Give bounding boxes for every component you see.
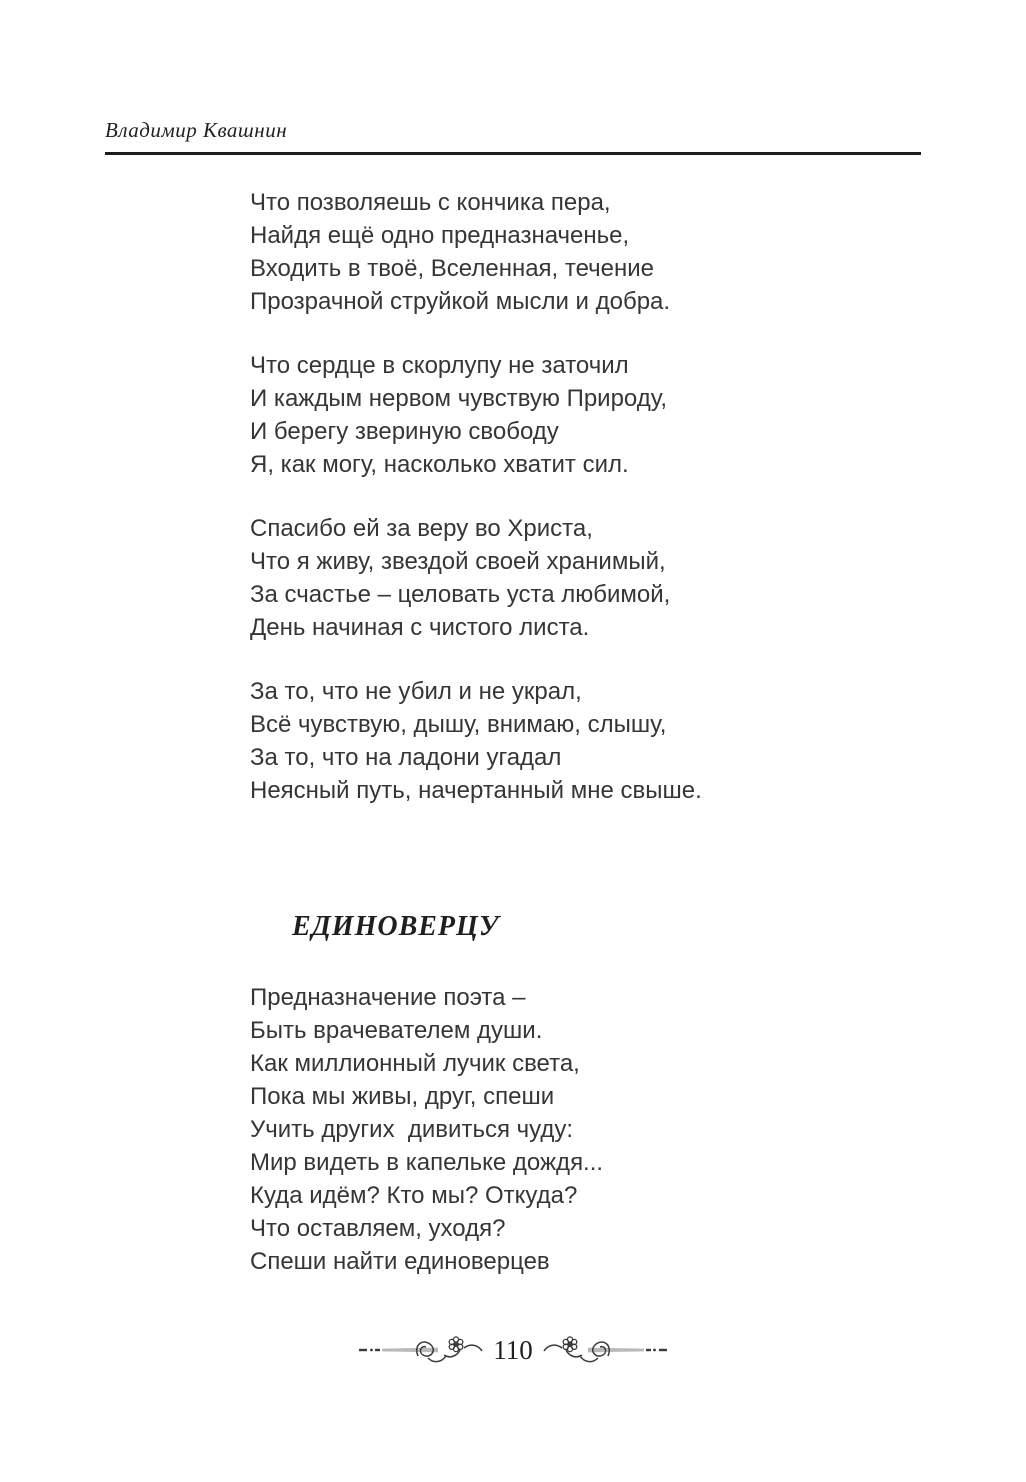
poem-line: Что позволяешь с кончика пера,: [250, 189, 611, 216]
poem-line: Как миллионный лучик света,: [250, 1050, 580, 1077]
poem-line: Куда идём? Кто мы? Откуда?: [250, 1182, 578, 1209]
poem-line: Всё чувствую, дышу, внимаю, слышу,: [250, 711, 667, 738]
stanza-2: [250, 349, 850, 481]
author-name: Владимир Квашнин: [105, 118, 288, 142]
poem-line: За то, что не убил и не украл,: [250, 678, 582, 705]
poem-line: Я, как могу, насколько хватит сил.: [250, 451, 629, 478]
page-header: [105, 118, 921, 155]
poem-line: Спасибо ей за веру во Христа,: [250, 515, 593, 542]
poem-line: День начиная с чистого листа.: [250, 614, 590, 641]
flourish-ornament-icon: [356, 1330, 488, 1370]
poem-line: Быть врачевателем души.: [250, 1017, 543, 1044]
poem-line: Входить в твоё, Вселенная, течение: [250, 255, 655, 282]
stanza-3: [250, 512, 850, 644]
stanza-1: [250, 186, 850, 318]
poem-line: За то, что на ладони угадал: [250, 744, 562, 771]
poem-line: Мир видеть в капельке дождя...: [250, 1149, 604, 1176]
page-footer: [0, 1330, 1026, 1370]
stanza-5: [250, 981, 850, 1278]
page-number: 110: [493, 1335, 533, 1365]
poem-title: ЕДИНОВЕРЦУ: [292, 911, 500, 942]
poem-line: Прозрачной струйкой мысли и добра.: [250, 288, 671, 315]
poem-line: Предназначение поэта –: [250, 984, 526, 1011]
poem-line: Неясный путь, начертанный мне свыше.: [250, 777, 702, 804]
poem-line: За счастье – целовать уста любимой,: [250, 581, 671, 608]
poem-line: И каждым нервом чувствую Природу,: [250, 385, 668, 412]
flourish-ornament-icon: [538, 1330, 670, 1370]
page-content: [250, 186, 850, 1278]
poem-line: Что я живу, звездой своей хранимый,: [250, 548, 666, 575]
poem-line: Что сердце в скорлупу не заточил: [250, 352, 629, 379]
poem-line: Найдя ещё одно предназначенье,: [250, 222, 630, 249]
poem-line: Спеши найти единоверцев: [250, 1248, 550, 1275]
stanza-4: [250, 675, 850, 807]
header-rule: [105, 152, 921, 155]
poem-line: Что оставляем, уходя?: [250, 1215, 506, 1242]
poem-line: И берегу звериную свободу: [250, 418, 559, 445]
poem-line: Учить других дивиться чуду:: [250, 1116, 574, 1143]
poem-line: Пока мы живы, друг, спеши: [250, 1083, 555, 1110]
